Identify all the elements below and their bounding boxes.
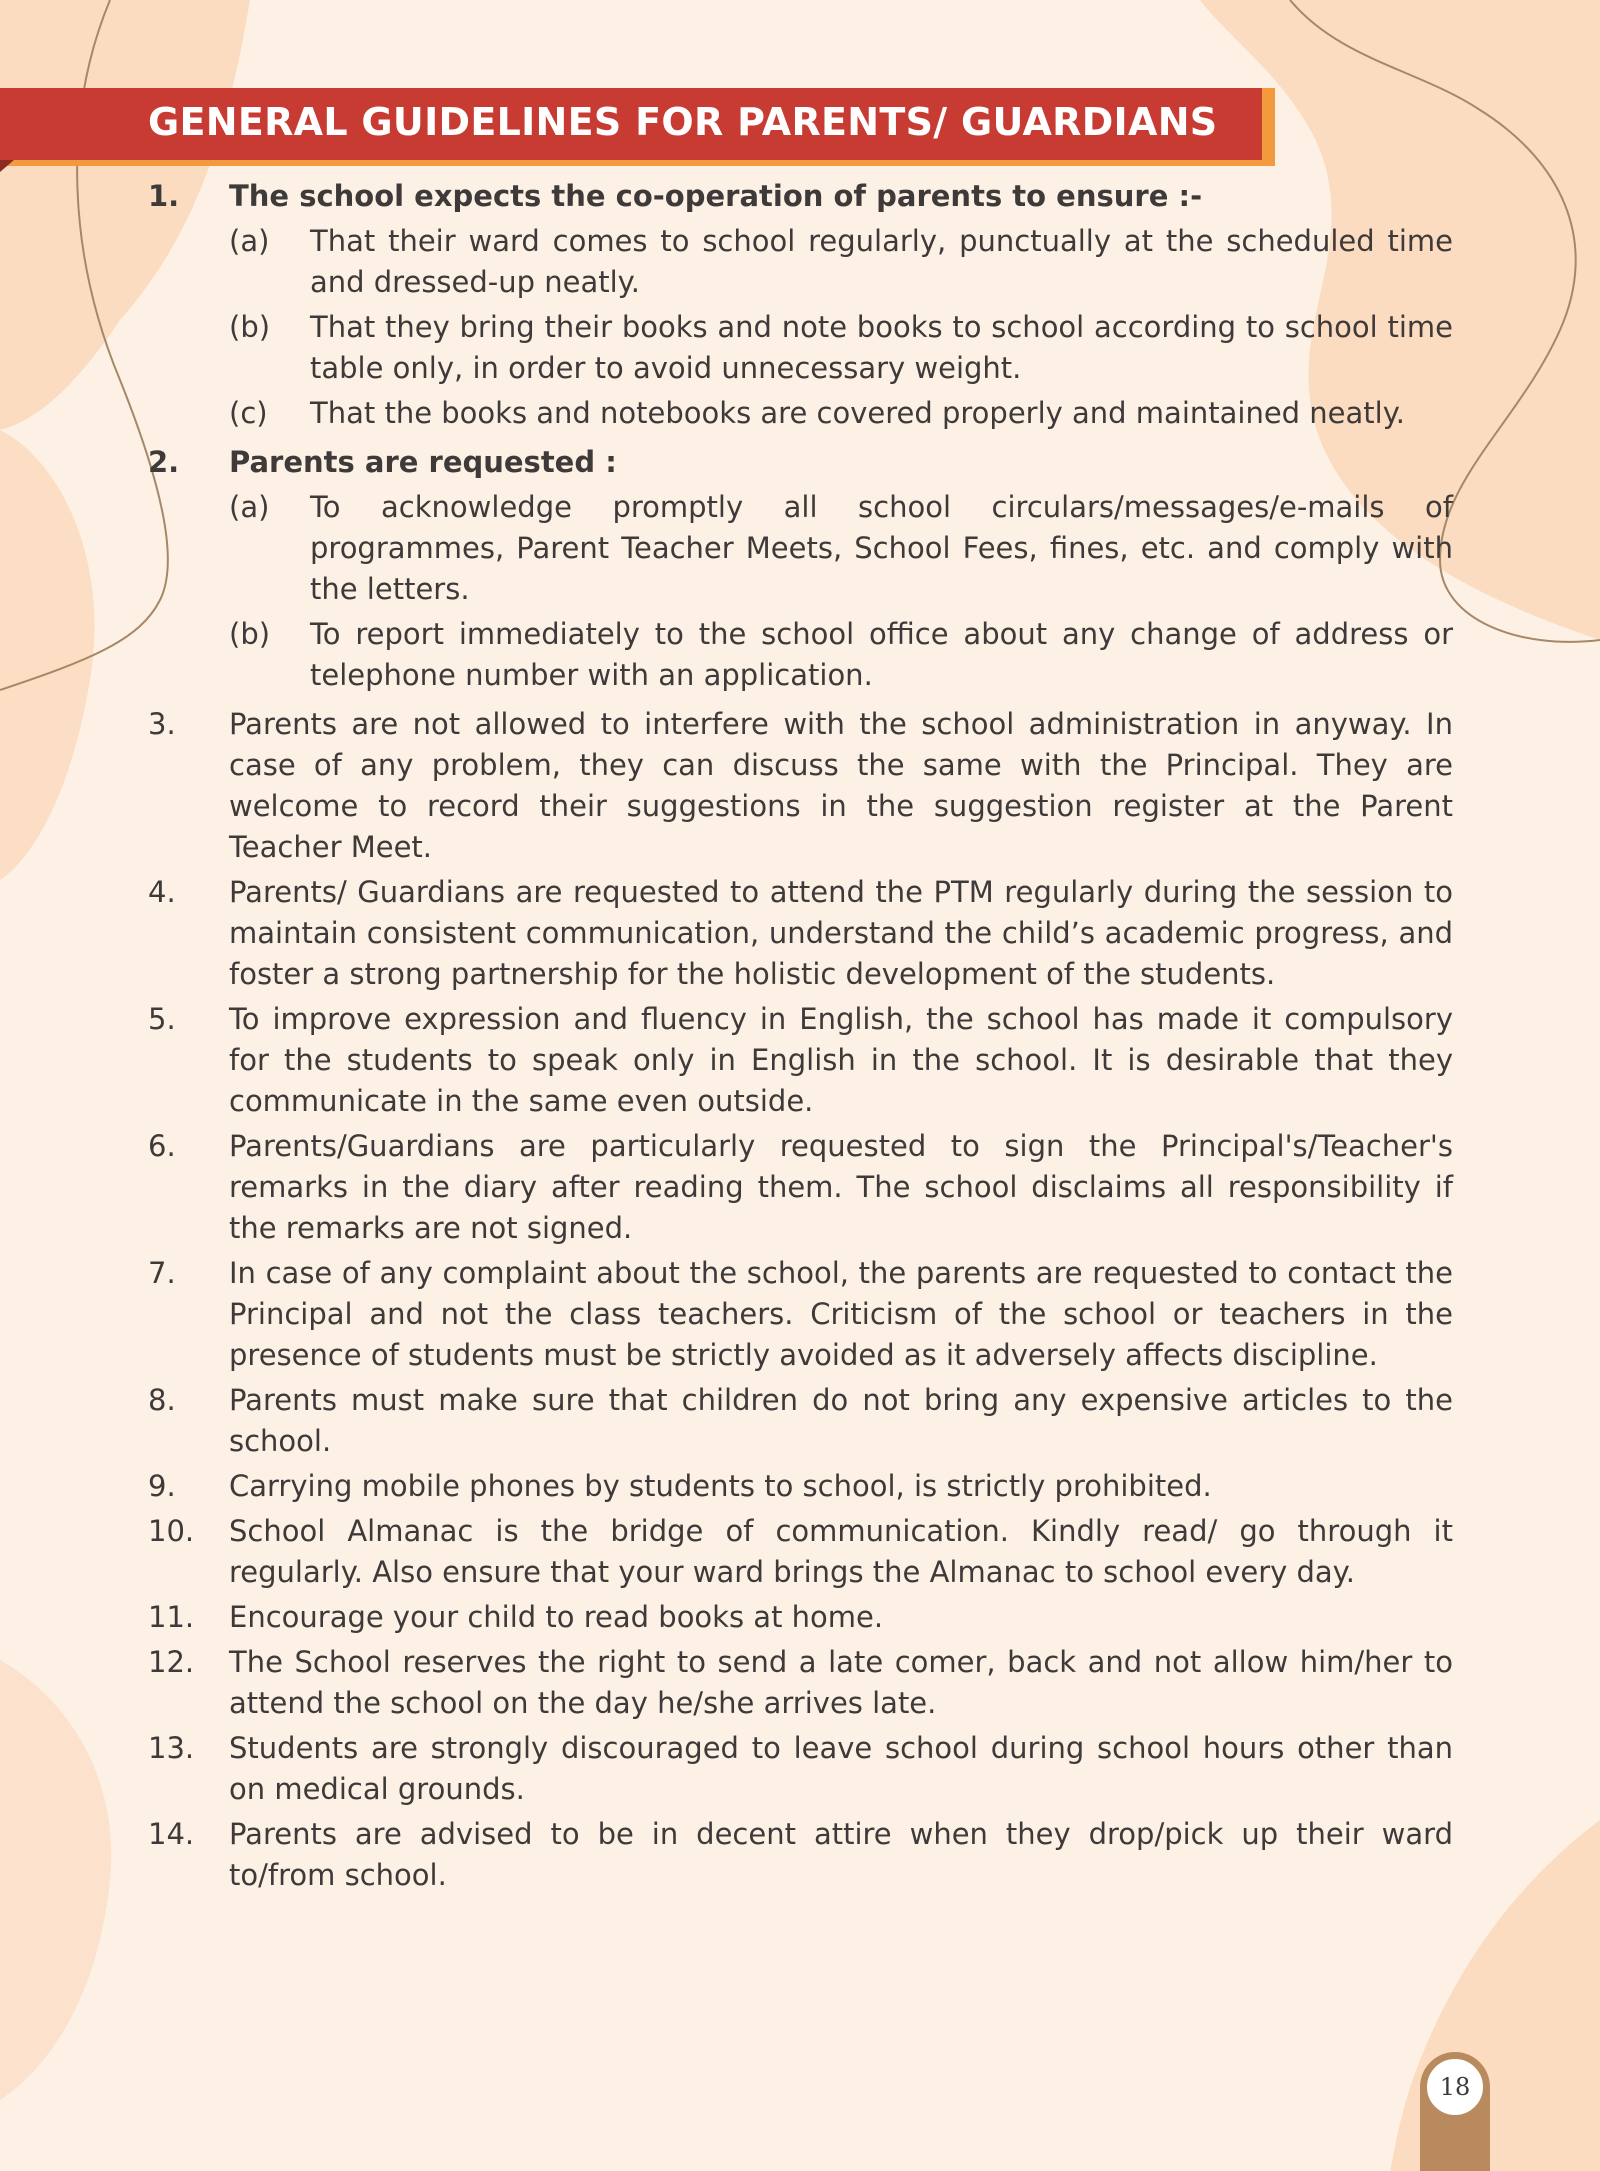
sub-item-text: To acknowledge promptly all school circulars/messages/e-mails of programmes, Parent Teacher Meets, School Fees, fines, etc. and comply with the letters. (310, 490, 1453, 606)
list-item (148, 1814, 1453, 1896)
sub-item (229, 307, 1453, 389)
list-item (148, 1642, 1453, 1724)
list-item (148, 1466, 1453, 1507)
sub-item-letter: (c) (229, 396, 268, 430)
item-text: Students are strongly discouraged to leave school during school hours other than on medical grounds. (229, 1731, 1453, 1806)
list-item (148, 1380, 1453, 1462)
item-text: The school expects the co-operation of parents to ensure :- (229, 179, 1203, 213)
item-text: Parents must make sure that children do not bring any expensive articles to the school. (229, 1383, 1453, 1458)
item-number: 10. (148, 1514, 195, 1548)
item-text: Parents/ Guardians are requested to attend the PTM regularly during the session to maintain consistent communication, understand the child’s academic progress, and foster a strong partnership for the holistic development of the students. (229, 875, 1453, 991)
title-banner (0, 88, 1270, 160)
item-text: Carrying mobile phones by students to school, is strictly prohibited. (229, 1469, 1212, 1503)
sub-item (229, 487, 1453, 610)
sub-item-letter: (b) (229, 310, 271, 344)
item-number: 6. (148, 1129, 176, 1163)
item-text: Parents are requested : (229, 445, 617, 479)
item-number: 13. (148, 1731, 195, 1765)
list-item (148, 1253, 1453, 1376)
sub-item (229, 221, 1453, 303)
sub-item-text: That the books and notebooks are covered properly and maintained neatly. (310, 396, 1405, 430)
item-number: 2. (148, 445, 180, 479)
item-number: 1. (148, 179, 180, 213)
item-text: To improve expression and fluency in English, the school has made it compulsory for the students to speak only in English in the school. It is desirable that they communicate in the same even outside. (229, 1002, 1453, 1118)
blob-left-mid (0, 430, 94, 880)
item-text: Encourage your child to read books at home. (229, 1600, 884, 1634)
item-number: 5. (148, 1002, 176, 1036)
list-item (148, 442, 1453, 700)
sub-item-letter: (b) (229, 617, 271, 651)
item-number: 4. (148, 875, 176, 909)
sub-item (229, 614, 1453, 696)
item-number: 8. (148, 1383, 176, 1417)
list-item (148, 1597, 1453, 1638)
item-text: Parents are not allowed to interfere with the school administration in anyway. In case of any problem, they can discuss the same with the Principal. They are welcome to record their suggestions in the suggestion register at the Parent Teacher Meet. (229, 707, 1453, 864)
item-number: 7. (148, 1256, 176, 1290)
sub-item-letter: (a) (229, 490, 270, 524)
list-item (148, 1728, 1453, 1810)
list-item (148, 872, 1453, 995)
list-item (148, 704, 1453, 868)
sub-item-text: That their ward comes to school regularly, punctually at the scheduled time and dressed-up neatly. (310, 224, 1453, 299)
page-number: 18 (1425, 2057, 1485, 2117)
list-item (148, 1511, 1453, 1593)
blob-bottom-left (0, 1660, 111, 2100)
item-text: In case of any complaint about the school, the parents are requested to contact the Principal and not the class teachers. Criticism of the school or teachers in the presence of students must be strictly avoided as it adversely affects discipline. (229, 1256, 1453, 1372)
item-number: 14. (148, 1817, 195, 1851)
list-item (148, 1126, 1453, 1249)
item-text: School Almanac is the bridge of communication. Kindly read/ go through it regularly. Also ensure that your ward brings the Almanac to school every day. (229, 1514, 1453, 1589)
sub-item-text: To report immediately to the school office about any change of address or telephone number with an application. (310, 617, 1453, 692)
item-number: 9. (148, 1469, 176, 1503)
page-title: GENERAL GUIDELINES FOR PARENTS/ GUARDIANS (148, 100, 1218, 144)
item-number: 11. (148, 1600, 195, 1634)
banner-fold (0, 160, 14, 172)
list-item (148, 176, 1453, 438)
sub-item-letter: (a) (229, 224, 270, 258)
item-text: Parents are advised to be in decent attire when they drop/pick up their ward to/from school. (229, 1817, 1453, 1892)
item-text: The School reserves the right to send a late comer, back and not allow him/her to attend the school on the day he/she arrives late. (229, 1645, 1453, 1720)
guidelines-list (148, 176, 1453, 1900)
item-number: 3. (148, 707, 176, 741)
list-item (148, 999, 1453, 1122)
item-number: 12. (148, 1645, 195, 1679)
item-text: Parents/Guardians are particularly requested to sign the Principal's/Teacher's remarks in the diary after reading them. The school disclaims all responsibility if the remarks are not signed. (229, 1129, 1453, 1245)
sub-item-text: That they bring their books and note books to school according to school time table only, in order to avoid unnecessary weight. (310, 310, 1453, 385)
sub-item (229, 393, 1453, 434)
